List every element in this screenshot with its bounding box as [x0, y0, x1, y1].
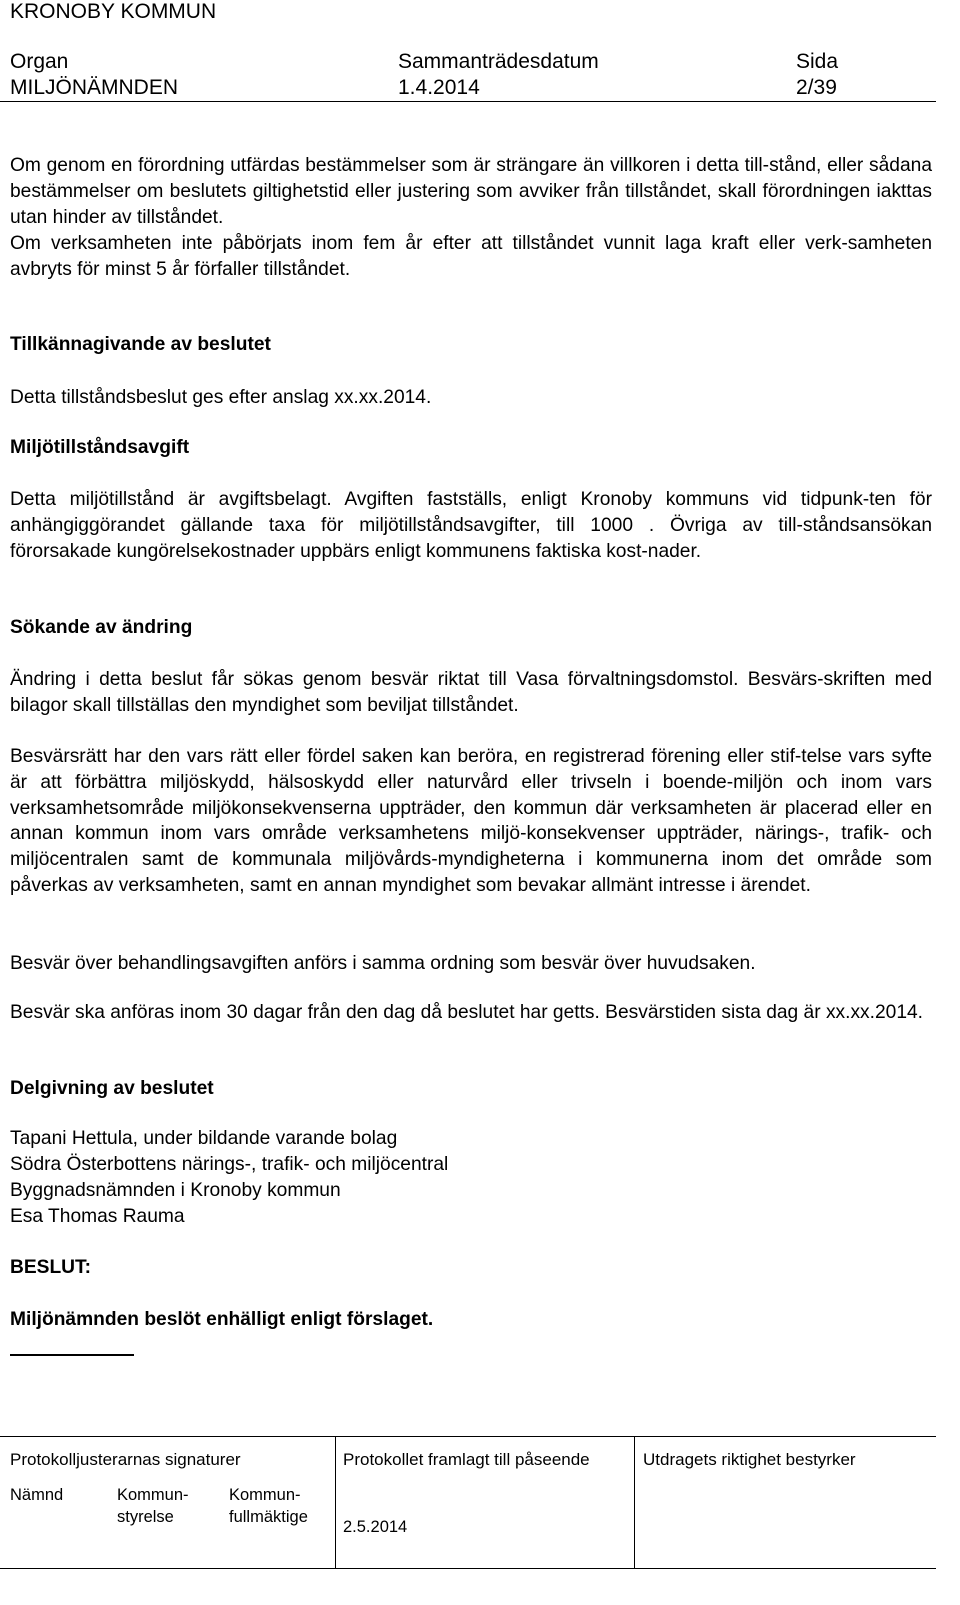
heading-decision: BESLUT:: [10, 1257, 92, 1278]
header-rule: [0, 101, 936, 102]
footer-rule: [0, 1436, 936, 1437]
signature-board-label: Nämnd: [10, 1486, 64, 1504]
heading-announcement: Tillkännagivande av beslutet: [10, 334, 271, 355]
organ-name: MILJÖNÄMNDEN: [10, 76, 179, 99]
heading-permit-fee: Miljötillståndsavgift: [10, 437, 190, 458]
label-meeting-date: Sammanträdesdatum: [398, 50, 599, 73]
recipient-item: Södra Österbottens närings-, trafik- och miljöcentral: [10, 1154, 449, 1175]
footer-divider-2: [634, 1436, 635, 1568]
paragraph-regulation: Om genom en förordning utfärdas bestämmelser som är strängare än villkoren i detta till-stånd, eller sådana bestämmelser om beslutets giltighetstid eller justering som avviker från tillståndet, skall förordningen iakttas utan hinder av tillståndet.: [10, 155, 932, 228]
paragraph-appeal-rights: Besvärsrätt har den vars rätt eller fördel saken kan beröra, en registrerad förening eller stif-telse vars syfte är att förbättra miljöskydd, hälsoskydd eller naturvård eller trivseln i boende-miljön och inom vars verksamhetsområde miljökonsekvenserna uppträder, den kommun där verksamheten är placerad eller en annan kommun inom vars område verksamhetens miljö-konsekvenser uppträder, närings-, trafik- och miljöcentralen samt de kommunala miljövårds-myndigheterna i kommunerna inom det område som påverkas av verksamheten, samt en annan myndighet som bevakar allmänt intresse i ärendet.: [10, 746, 932, 896]
signatures-label: Protokolljusterarnas signaturer: [10, 1450, 241, 1469]
paragraph-permit-fee: Detta miljötillstånd är avgiftsbelagt. Avgiften fastställs, enligt Kronoby kommuns vid tidpunk-ten för anhängiggörandet gällande taxa för miljötillståndsavgifter, till 1000 . Övriga av till-ståndsansökan förorsakade kungörelsekostnader uppbärs enligt kommunens faktiska kost-nader.: [10, 489, 932, 562]
meeting-date: 1.4.2014: [398, 76, 480, 99]
footer-bottom-rule: [0, 1568, 936, 1569]
page-number: 2/39: [796, 76, 837, 99]
footer-divider-1: [335, 1436, 336, 1568]
recipient-item: Esa Thomas Rauma: [10, 1206, 185, 1227]
verified-label: Utdragets riktighet bestyrker: [643, 1450, 856, 1469]
decision-text: Miljönämnden beslöt enhälligt enligt förslaget.: [10, 1309, 434, 1330]
paragraph-appeal: Ändring i detta beslut får sökas genom besvär riktat till Vasa förvaltningsdomstol. Besvärs-skriften med bilagor skall tillställas den myndighet som beviljat tillståndet.: [10, 669, 932, 716]
paragraph-appeal-deadline: Besvär ska anföras inom 30 dagar från den dag då beslutet har getts. Besvärstiden sista dag är xx.xx.2014.: [10, 1002, 923, 1023]
paragraph-expiry: Om verksamheten inte påbörjats inom fem år efter att tillståndet vunnit laga kraft eller verk-samheten avbryts för minst 5 år förfaller tillståndet.: [10, 233, 932, 280]
paragraph-announcement: Detta tillståndsbeslut ges efter anslag xx.xx.2014.: [10, 387, 432, 408]
presented-label: Protokollet framlagt till påseende: [343, 1450, 590, 1469]
label-organ: Organ: [10, 50, 69, 73]
recipient-item: Tapani Hettula, under bildande varande bolag: [10, 1128, 398, 1149]
recipient-item: Byggnadsnämnden i Kronoby kommun: [10, 1180, 341, 1201]
signature-council-label: Kommun- fullmäktige: [229, 1486, 308, 1526]
municipality-name: KRONOBY KOMMUN: [10, 0, 217, 23]
heading-notification: Delgivning av beslutet: [10, 1078, 214, 1099]
heading-appeal: Sökande av ändring: [10, 617, 193, 638]
signature-executive-label: Kommun- styrelse: [117, 1486, 189, 1526]
end-mark-rule: [10, 1354, 134, 1356]
label-page: Sida: [796, 50, 839, 73]
presented-date: 2.5.2014: [343, 1518, 408, 1536]
paragraph-fee-appeal: Besvär över behandlingsavgiften anförs i samma ordning som besvär över huvudsaken.: [10, 953, 756, 974]
